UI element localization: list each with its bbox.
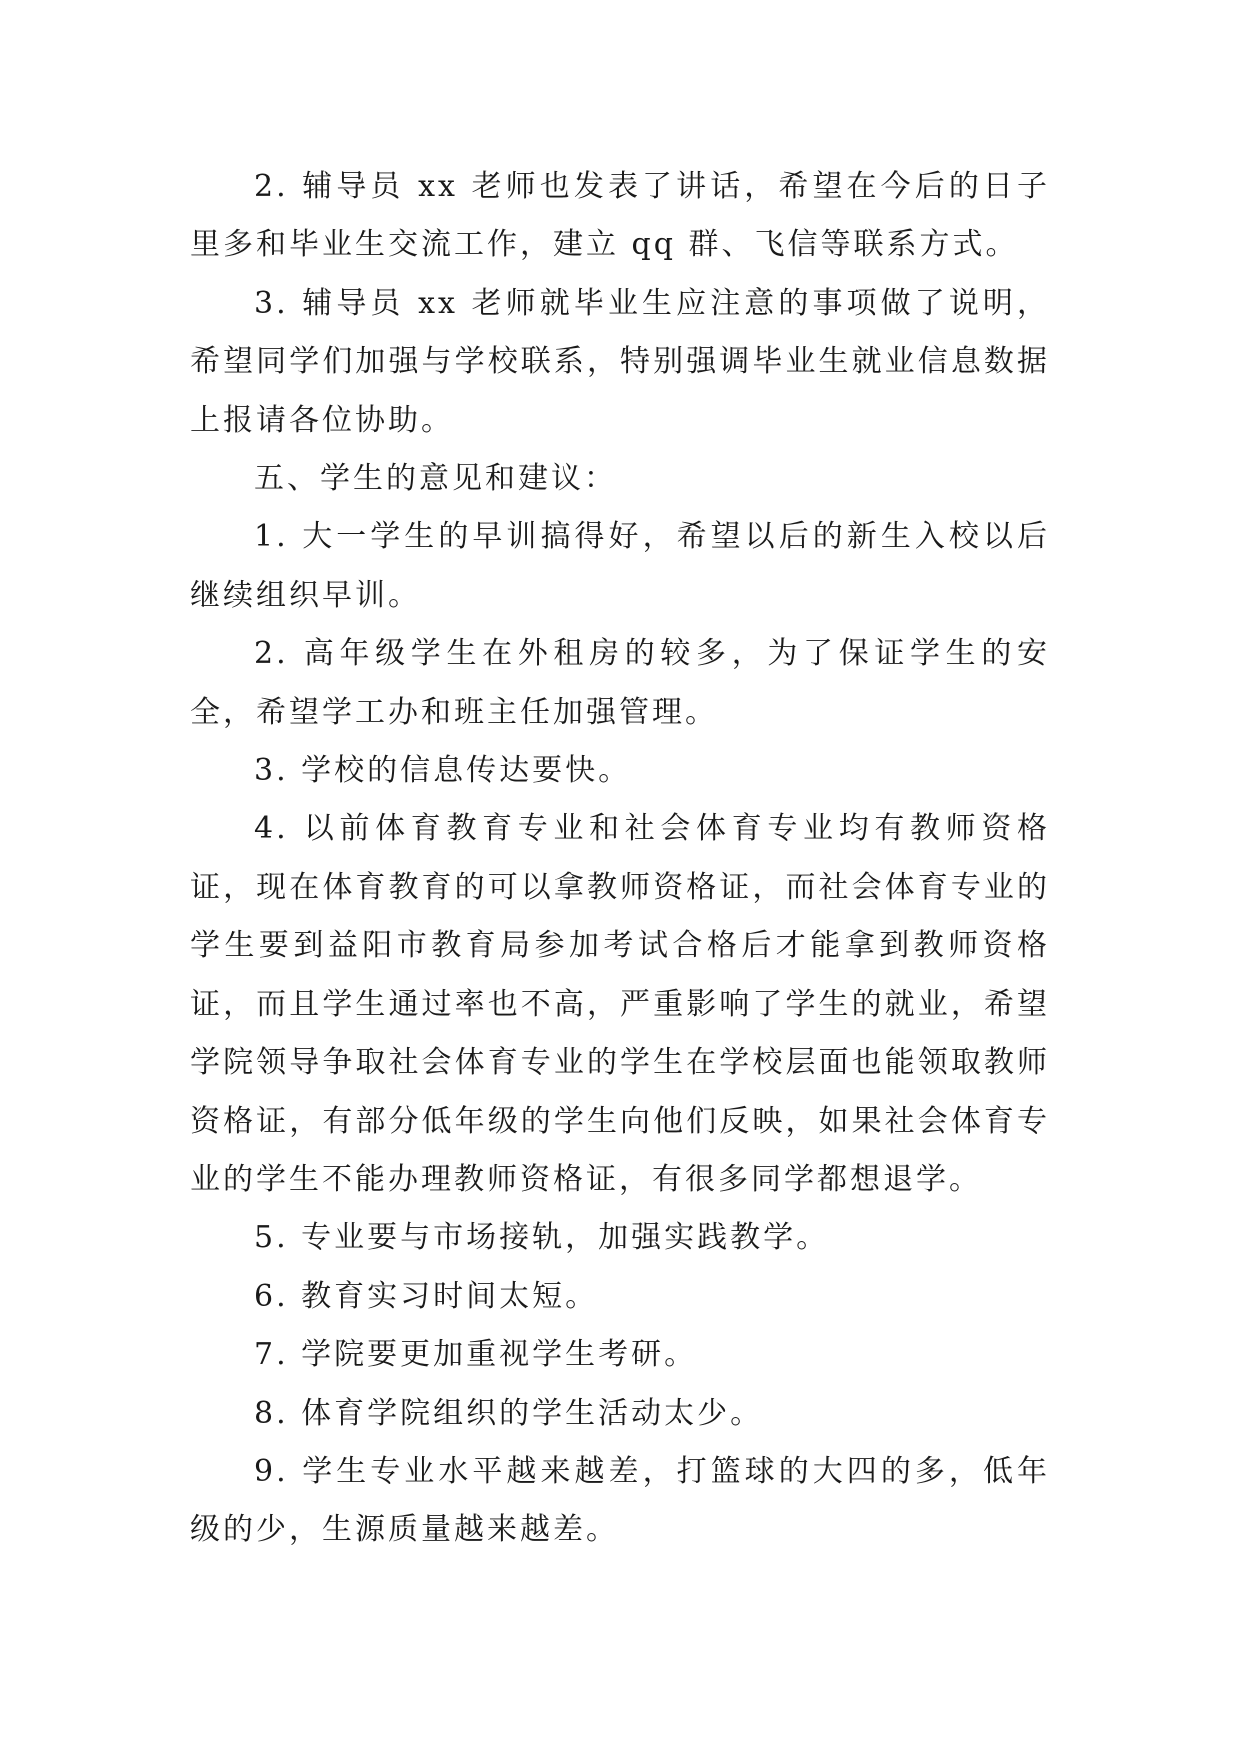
opinion-item-8: 8. 体育学院组织的学生活动太少。 — [254, 1395, 764, 1431]
opinion-item-4: 4. 以前体育教育专业和社会体育专业均有教师资格证，现在体育教育的可以拿教师资格证，而社会体育专业的学生要到益阳市教育局参加考试合格后才能拿到教师资格证，而且学生通过率也不高，严重影响了学生的就业，希望学院领导争取社会体育专业的学生在学校层面也能领取教师资格证，有部分低年级的学生向他们反映，如果社会体育专业的学生不能办理教师资格证，有很多同学都想退学。 — [190, 811, 1050, 1197]
opinion-item-7: 7. 学院要更加重视学生考研。 — [254, 1337, 698, 1373]
opinion-item-9: 9. 学生专业水平越来越差，打篮球的大四的多，低年级的少，生源质量越来越差。 — [190, 1453, 1050, 1548]
section-heading-student-opinions: 五、学生的意见和建议： — [254, 461, 617, 497]
opinion-item-1: 1. 大一学生的早训搞得好，希望以后的新生入校以后继续组织早训。 — [190, 519, 1050, 613]
opinion-item-6: 6. 教育实习时间太短。 — [254, 1278, 599, 1314]
opinion-item-5: 5. 专业要与市场接轨，加强实践教学。 — [254, 1220, 830, 1256]
paragraph-counselor-notes: 3. 辅导员 xx 老师就毕业生应注意的事项做了说明，希望同学们加强与学校联系，特别强调毕业生就业信息数据上报请各位协助。 — [190, 285, 1050, 438]
opinion-item-2: 2. 高年级学生在外租房的较多，为了保证学生的安全，希望学工办和班主任加强管理。 — [190, 636, 1050, 730]
document-body — [190, 158, 1050, 1560]
opinion-item-3: 3. 学校的信息传达要快。 — [254, 753, 632, 789]
paragraph-counselor-speech: 2. 辅导员 xx 老师也发表了讲话，希望在今后的日子里多和毕业生交流工作，建立 qq 群、飞信等联系方式。 — [190, 169, 1050, 263]
